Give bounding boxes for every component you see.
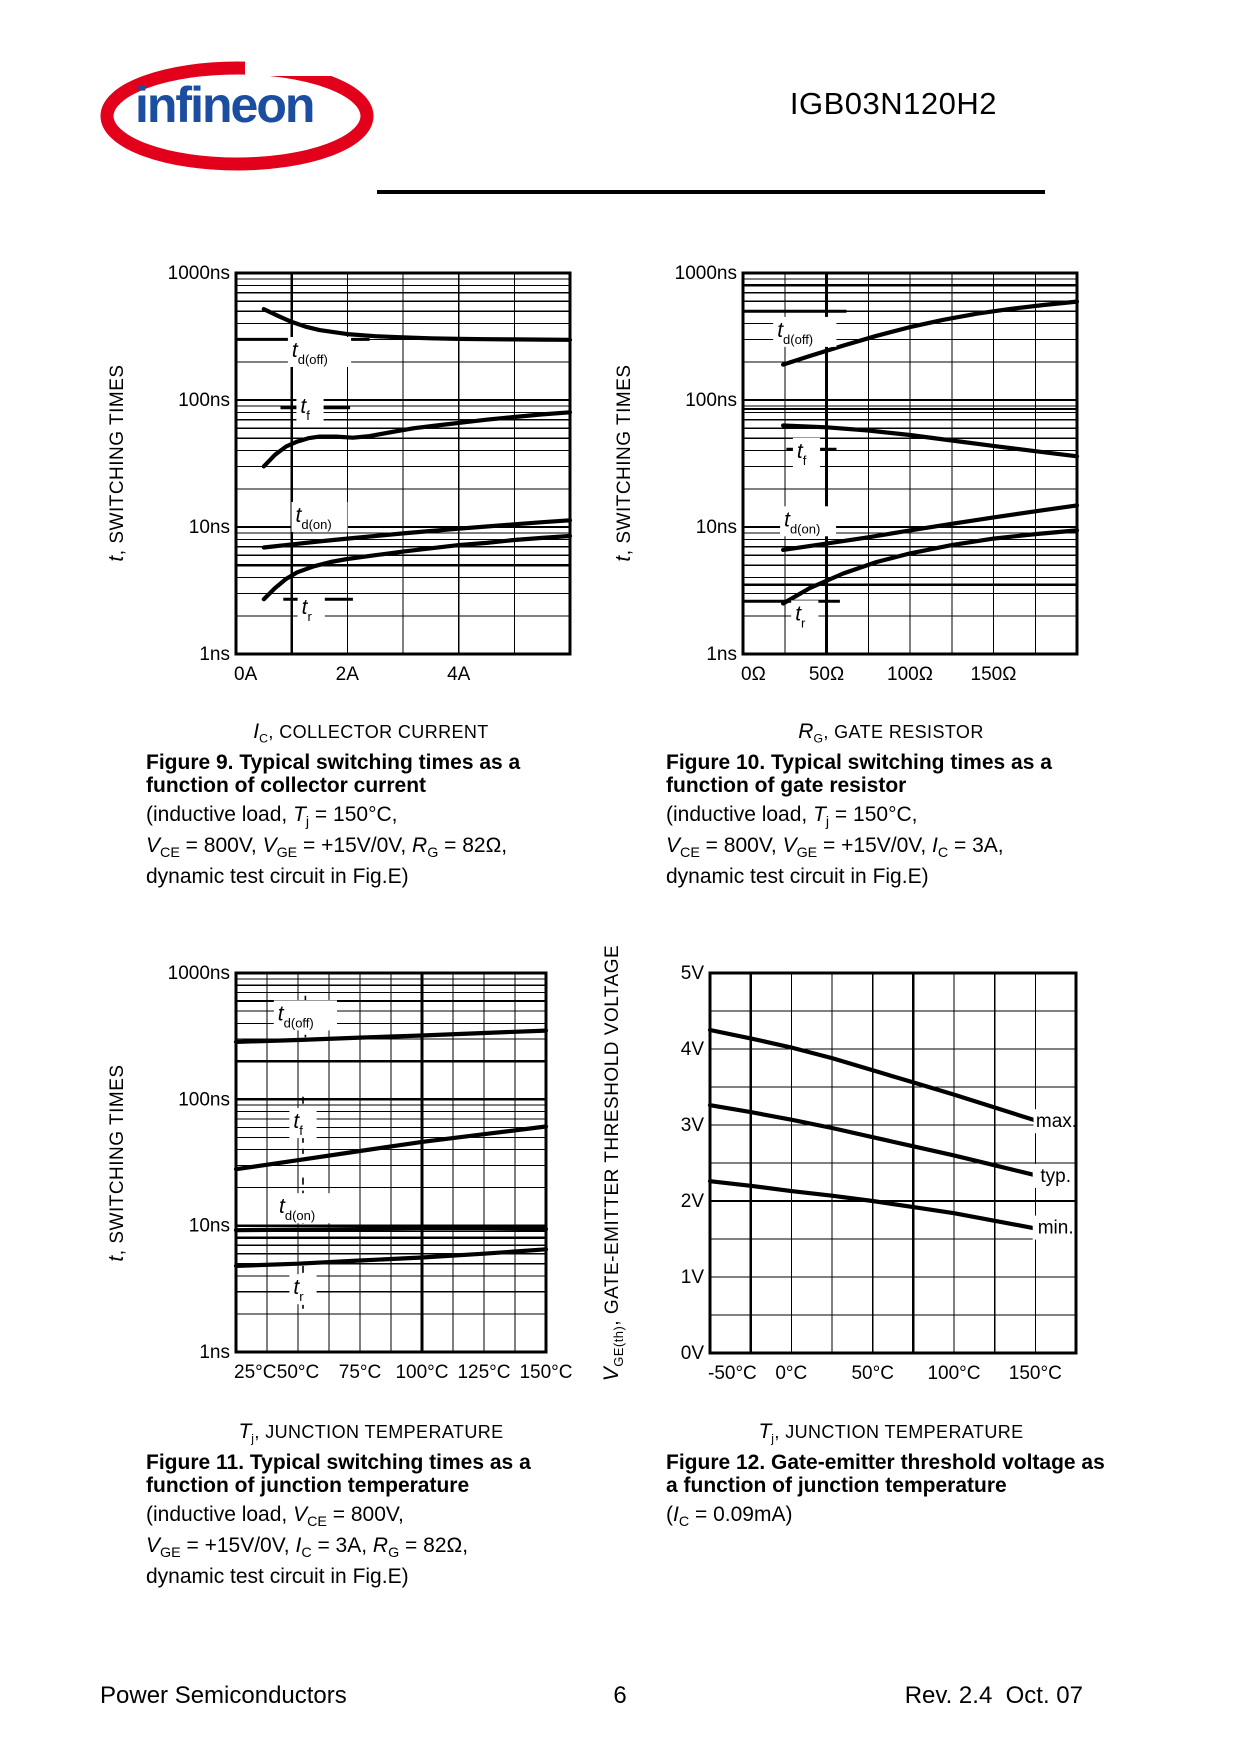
- svg-text:2V: 2V: [680, 1191, 704, 1212]
- svg-text:tf: $t_f$: [796, 439, 807, 468]
- svg-text:1000ns: 1000ns: [674, 263, 737, 284]
- figure-11-title: Figure 11. Typical switching times as a function of junction temperature: [146, 1450, 531, 1497]
- footer-page-number: 6: [613, 1682, 627, 1709]
- svg-text:10ns: 10ns: [188, 1215, 230, 1237]
- svg-text:50Ω: 50Ω: [808, 664, 845, 685]
- svg-text:50°C: 50°C: [276, 1362, 320, 1383]
- svg-text:-50°C: -50°C: [708, 1363, 757, 1384]
- svg-text:td(on): $t_{d(on)}$: [784, 508, 821, 537]
- figure-9-title: Figure 9. Typical switching times as a function of collector current: [146, 750, 521, 797]
- chart-figure-10: [658, 251, 1189, 717]
- figure-9-conditions: (inductive load, $T_j = 150^\circ C$, $V_{CE} = 800V$, $V_{GE} = +15V/0V$, $R_G = 82\Omega$, dynamic test circuit in Fig.E): [146, 802, 508, 888]
- svg-text:125°C: 125°C: [457, 1362, 511, 1383]
- svg-text:100ns: 100ns: [178, 1089, 230, 1111]
- svg-text:4A: 4A: [447, 664, 471, 685]
- svg-text:1000ns: 1000ns: [167, 263, 230, 284]
- svg-text:150Ω: 150Ω: [970, 664, 1017, 685]
- figure-10-title: Figure 10. Typical switching times as a function of gate resistor: [666, 750, 1052, 797]
- svg-text:100ns: 100ns: [178, 390, 230, 411]
- svg-text:150°C: 150°C: [519, 1362, 573, 1383]
- svg-text:0°C: 0°C: [775, 1363, 808, 1384]
- chart-figure-11: [151, 951, 658, 1415]
- caption-figure-9: [146, 720, 606, 889]
- svg-text:1ns: 1ns: [706, 644, 737, 665]
- svg-text:td(on): $t_{d(on)}$: [295, 504, 332, 532]
- svg-text:tr: $t_r$: [293, 1276, 304, 1305]
- header-divider: [377, 190, 1045, 194]
- svg-text:3V: 3V: [680, 1115, 704, 1136]
- svg-text:100°C: 100°C: [395, 1362, 449, 1383]
- figure-12-conditions: $(I_C = 0.09mA)$: [666, 1502, 793, 1530]
- svg-text:td(off): $t_{d(off)}$: [777, 318, 814, 347]
- svg-text:100Ω: 100Ω: [887, 664, 933, 685]
- chart-svg-fig11: [151, 951, 658, 1410]
- chart-svg-fig10: [658, 251, 1189, 712]
- svg-text:0Ω: 0Ω: [741, 664, 766, 685]
- infineon-wordmark: infineon: [135, 77, 314, 133]
- y-axis-label-fig12: $V_{GE(th)}$, GATE-EMITTER THRESHOLD VOLTAGE: [600, 944, 626, 1382]
- x-axis-caption-fig9: $I_C$, COLLECTOR CURRENT: [253, 720, 489, 746]
- svg-text:10ns: 10ns: [188, 517, 230, 538]
- svg-text:1ns: 1ns: [199, 644, 230, 665]
- svg-text:tf: $t_f$: [293, 1110, 303, 1139]
- svg-text:td(off): $t_{d(off)}$: [291, 339, 328, 367]
- x-axis-caption-fig10: $R_G$, GATE RESISTOR: [798, 720, 984, 746]
- svg-text:5V: 5V: [680, 963, 704, 984]
- svg-text:4V: 4V: [680, 1039, 704, 1060]
- svg-text:25°C: 25°C: [234, 1362, 277, 1383]
- figure-10-conditions: (inductive load, $T_j = 150^\circ C$, $V_{CE} = 800V$, $V_{GE} = +15V/0V$, $I_C = 3A$, dynamic test circuit in Fig.E): [666, 802, 1004, 888]
- figure-12-title: Figure 12. Gate-emitter threshold voltage as a function of junction temperature: [666, 1450, 1105, 1497]
- svg-text:tr: $t_r$: [795, 602, 806, 631]
- figure-11-conditions: (inductive load, $V_{CE} = 800V$, $V_{GE} = +15V/0V$, $I_C = 3A$, $R_G = 82\Omega$, dynamic test circuit in Fig.E): [146, 1502, 469, 1588]
- x-axis-caption-fig12: $T_j$, JUNCTION TEMPERATURE: [758, 1420, 1024, 1446]
- chart-svg-fig12: [625, 951, 1188, 1411]
- svg-text:75°C: 75°C: [338, 1362, 382, 1383]
- svg-text:td(on): $t_{d(on)}$: [279, 1195, 316, 1224]
- svg-text:1V: 1V: [680, 1267, 704, 1288]
- footer-company: Power Semiconductors: [100, 1682, 347, 1709]
- svg-text:tf: $t_f$: [300, 395, 310, 424]
- svg-text:1000ns: 1000ns: [167, 963, 230, 984]
- chart-figure-12: [625, 951, 1188, 1416]
- svg-text:0A: 0A: [234, 664, 258, 685]
- page-title: IGB03N120H2: [789, 86, 997, 121]
- svg-text:50°C: 50°C: [851, 1363, 894, 1384]
- svg-text:typ.: typ.: [1040, 1165, 1072, 1187]
- caption-figure-12: [666, 1420, 1126, 1534]
- svg-text:0V: 0V: [680, 1343, 704, 1364]
- y-axis-label-fig10: t, SWITCHING TIMES: [612, 364, 635, 562]
- infineon-logo: [95, 60, 380, 172]
- chart-svg-fig9: [151, 251, 682, 712]
- svg-text:max.: max.: [1035, 1111, 1078, 1133]
- chart-figure-9: [151, 251, 682, 717]
- svg-text:10ns: 10ns: [695, 517, 737, 538]
- svg-text:td(off): $t_{d(off)}$: [277, 1002, 314, 1031]
- svg-text:tr: $t_r$: [301, 596, 312, 625]
- footer-revision: Rev. 2.4 Oct. 07: [904, 1682, 1083, 1709]
- svg-text:150°C: 150°C: [1008, 1363, 1062, 1384]
- svg-text:min.: min.: [1037, 1217, 1074, 1239]
- y-axis-label-fig9: t, SWITCHING TIMES: [105, 364, 128, 562]
- y-axis-label-fig11: t, SWITCHING TIMES: [105, 1064, 128, 1262]
- svg-text:100°C: 100°C: [927, 1363, 981, 1384]
- caption-figure-11: [146, 1420, 606, 1589]
- caption-figure-10: [666, 720, 1126, 889]
- svg-text:2A: 2A: [335, 664, 359, 685]
- svg-text:1ns: 1ns: [199, 1342, 230, 1363]
- svg-text:100ns: 100ns: [685, 390, 737, 411]
- x-axis-caption-fig11: $T_j$, JUNCTION TEMPERATURE: [238, 1420, 504, 1446]
